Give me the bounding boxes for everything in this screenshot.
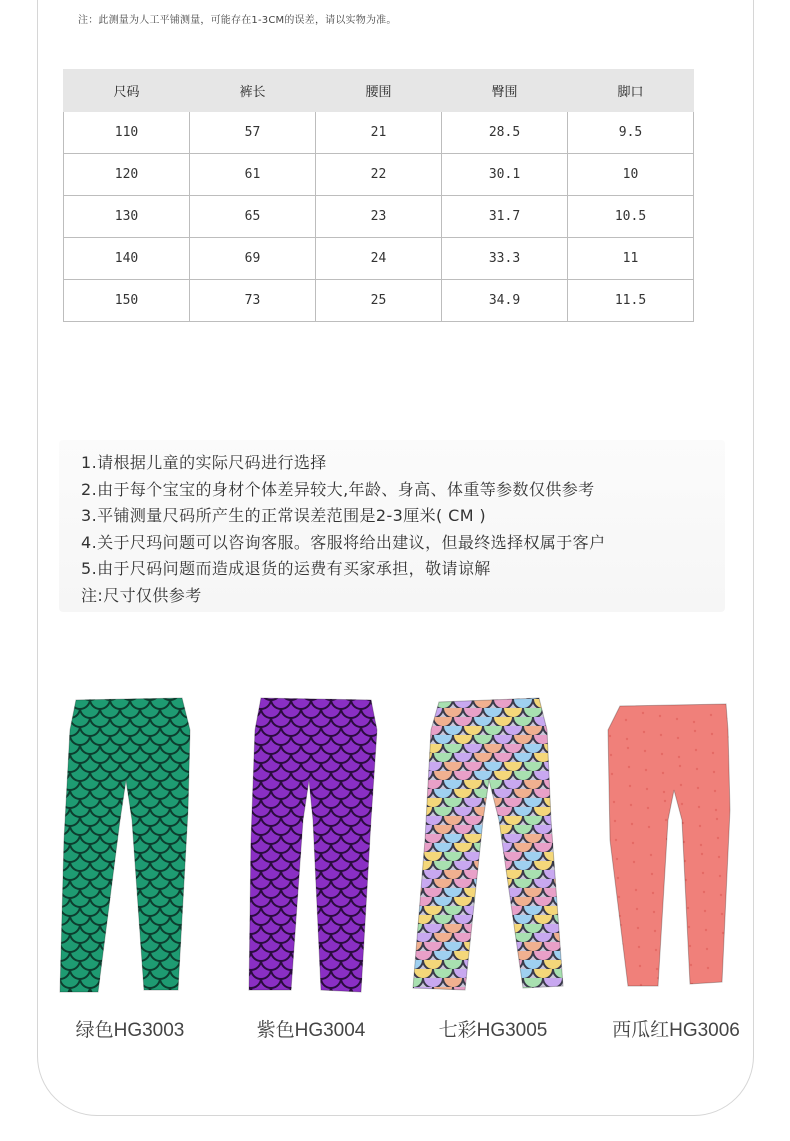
product-label: 七彩HG3005 xyxy=(438,1020,548,1041)
list-item: 3.平铺测量尺码所产生的正常误差范围是2-3厘米( CM ) xyxy=(81,506,487,525)
list-item: 5.由于尺码问题而造成退货的运费有买家承担，敬请谅解 xyxy=(81,559,491,578)
pants-image xyxy=(221,690,401,1000)
list-item: 4.关于尺玛问题可以咨询客服。客服将给出建议，但最终选择权属于客户 xyxy=(81,532,606,552)
product-rainbow[interactable] xyxy=(403,690,583,1050)
product-color-options xyxy=(0,690,790,1050)
header-size: 尺码 xyxy=(64,70,190,112)
table-cell: 11.5 xyxy=(568,280,694,322)
product-purple[interactable] xyxy=(221,690,401,1050)
table-row xyxy=(64,196,694,238)
table-cell: 65 xyxy=(190,196,316,238)
table-cell: 22 xyxy=(316,154,442,196)
table-cell: 11 xyxy=(568,238,694,280)
table-cell: 30.1 xyxy=(442,154,568,196)
table-cell: 24 xyxy=(316,238,442,280)
table-cell: 120 xyxy=(64,154,190,196)
table-cell: 31.7 xyxy=(442,196,568,238)
table-cell: 73 xyxy=(190,280,316,322)
table-cell: 130 xyxy=(64,196,190,238)
table-cell: 21 xyxy=(316,112,442,154)
pants-image xyxy=(586,690,766,1000)
header-hem: 脚口 xyxy=(568,70,694,112)
table-row xyxy=(64,154,694,196)
table-cell: 150 xyxy=(64,280,190,322)
list-item: 2.由于每个宝宝的身材个体差异较大,年龄、身高、体重等参数仅供参考 xyxy=(81,479,595,499)
table-cell: 69 xyxy=(190,238,316,280)
header-pants-length: 裤长 xyxy=(190,70,316,112)
table-cell: 10 xyxy=(568,154,694,196)
size-table xyxy=(63,69,694,322)
product-green[interactable] xyxy=(40,690,220,1050)
table-cell: 9.5 xyxy=(568,112,694,154)
table-cell: 140 xyxy=(64,238,190,280)
table-cell: 57 xyxy=(190,112,316,154)
list-item: 1.请根据儿童的实际尺码进行选择 xyxy=(81,453,327,472)
pants-image xyxy=(40,690,220,1000)
product-label: 绿色HG3003 xyxy=(75,1020,185,1041)
list-item: 注:尺寸仅供参考 xyxy=(81,585,202,605)
product-label: 紫色HG3004 xyxy=(256,1020,366,1041)
table-header-row xyxy=(64,70,694,112)
table-cell: 33.3 xyxy=(442,238,568,280)
table-row xyxy=(64,112,694,154)
table-cell: 10.5 xyxy=(568,196,694,238)
table-cell: 23 xyxy=(316,196,442,238)
table-cell: 110 xyxy=(64,112,190,154)
table-cell: 25 xyxy=(316,280,442,322)
product-label: 西瓜红HG3006 xyxy=(612,1020,740,1041)
size-notes-list xyxy=(59,440,725,609)
measurement-note: 注：此测量为人工平铺测量，可能存在1-3CM的误差，请以实物为准。 xyxy=(78,15,397,26)
header-hip: 臀围 xyxy=(442,70,568,112)
table-cell: 28.5 xyxy=(442,112,568,154)
table-cell: 34.9 xyxy=(442,280,568,322)
size-notes-box xyxy=(59,440,725,612)
table-cell: 61 xyxy=(190,154,316,196)
table-row xyxy=(64,280,694,322)
pants-image xyxy=(403,690,583,1000)
table-row xyxy=(64,238,694,280)
product-watermelon-red[interactable] xyxy=(586,690,766,1050)
header-waist: 腰围 xyxy=(316,70,442,112)
